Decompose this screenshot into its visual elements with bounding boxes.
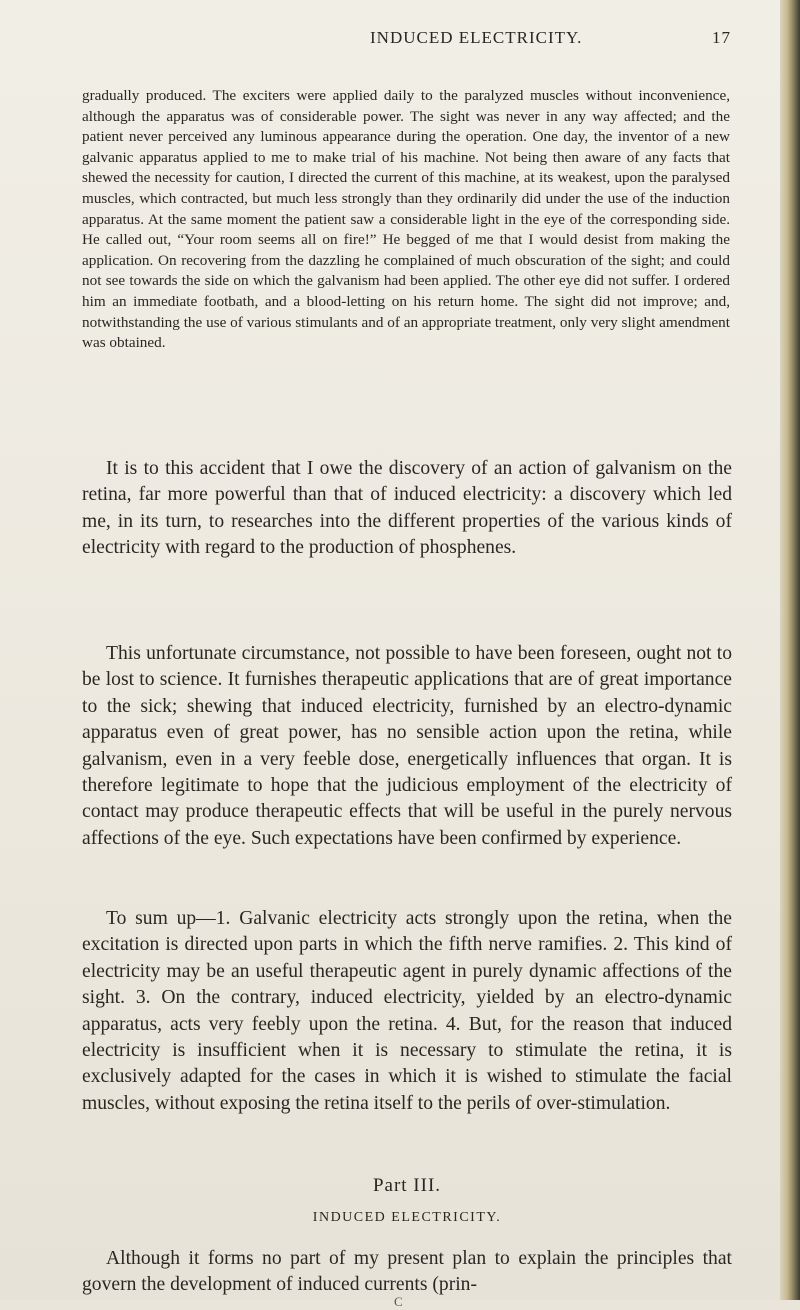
body-paragraph-induced-currents: Although it forms no part of my present plan to explain the principles that govern the development of induced currents (prin-: [82, 1248, 732, 1296]
body-paragraph-discovery: It is to this accident that I owe the discovery of an action of galvanism on the retina, far more powerful than that of induced electricity: a discovery which led me, in its turn, to researches into the different properties of the various kinds of electricity with regard to the production of phosphenes.: [82, 458, 732, 559]
page-edge-shadow: [780, 0, 800, 1300]
page-number: 17: [712, 28, 731, 47]
signature-mark: C: [394, 1294, 403, 1309]
section-heading: INDUCED ELECTRICITY.: [312, 1210, 502, 1225]
part-heading: Part III.: [372, 1175, 442, 1196]
small-print-paragraph: gradually produced. The exciters were applied daily to the paralyzed muscles without inconvenience, although the apparatus was of considerable power. The sight was never in any way affected; and the patient never perceived any luminous appearance during the operation. One day, the inventor of a new galvanic apparatus applied to me to make trial of his machine. Not being then aware of any facts that shewed the necessity for caution, I directed the current of this machine, at its weakest, upon the paralysed muscles, which contracted, but much less strongly than they ordinarily did under the use of the induction apparatus. At the same moment the patient saw a considerable light in the eye of the corresponding side. He called out, “Your room seems all on fire!” He begged of me that I would desist from making the application. On recovering from the dazzling he complained of much obscuration of the sight; and could not see towards the side on which the galvanism had been applied. The other eye did not suffer. I ordered him an immediate footbath, and a blood-letting on his return home. The sight did not improve; and, notwithstanding the use of various stimulants and of an appropriate treatment, only very slight amendment was obtained.: [82, 87, 730, 352]
body-paragraph-circumstance: This unfortunate circumstance, not possible to have been foreseen, ought not to be lost to science. It furnishes therapeutic applications that are of great importance to the sick; shewing that induced electricity, furnished by an electro-dynamic apparatus even of great power, has no sensible action upon the retina, while galvanism, even in a very feeble dose, energetically influences that organ. It is therefore legitimate to hope that the judicious employment of the electricity of contact may produce therapeutic effects that will be useful in the purely nervous affections of the eye. Such expectations have been confirmed by experience.: [82, 643, 732, 849]
running-title: INDUCED ELECTRICITY.: [370, 28, 583, 47]
body-paragraph-summary: To sum up—1. Galvanic electricity acts strongly upon the retina, when the excitation is directed upon parts in which the fifth nerve ramifies. 2. This kind of electricity may be an useful therapeutic agent in purely dynamic affections of the sight. 3. On the contrary, induced electricity, yielded by an electro-dynamic apparatus, acts very feebly upon the retina. 4. But, for the reason that induced electricity is insufficient when it is necessary to stimulate the retina, it is exclusively adapted for the cases in which it is wished to stimulate the facial muscles, without exposing the retina itself to the perils of over-stimulation.: [82, 908, 732, 1114]
